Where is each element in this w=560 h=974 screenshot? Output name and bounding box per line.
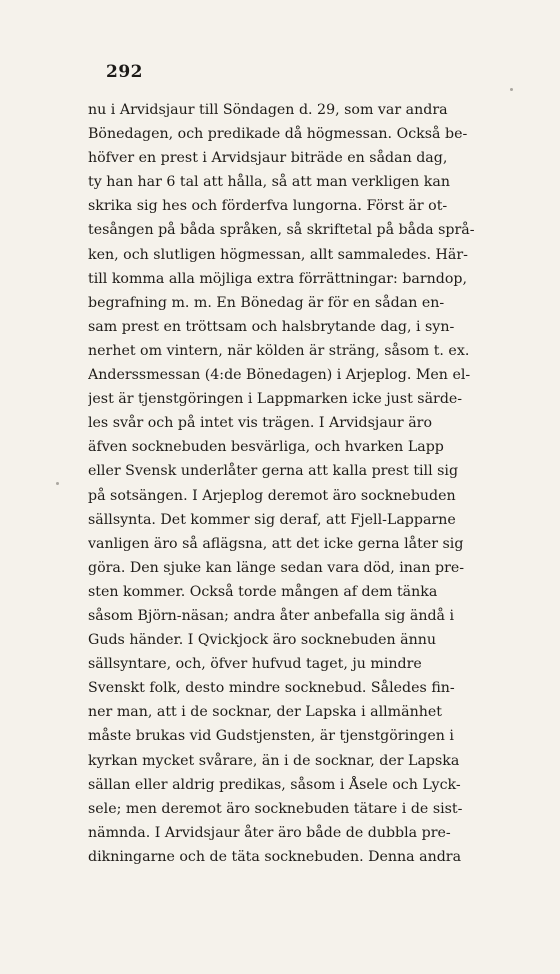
text-line: sten kommer. Också torde mången af dem tänka xyxy=(88,583,438,600)
text-line: nerhet om vintern, när kölden är sträng, såsom t. ex. xyxy=(88,342,470,359)
text-line: sällsyntare, och, öfver hufvud taget, ju mindre xyxy=(88,656,422,673)
text-line: vanligen äro så aflägsna, att det icke gerna låter sig xyxy=(88,535,464,552)
text-line: dikningarne och de täta socknebuden. Denna andra xyxy=(88,848,462,865)
page-number: 292 xyxy=(106,62,143,82)
text-line: sele; men deremot äro socknebuden tätare i de sist- xyxy=(88,800,463,817)
text-line: sällsynta. Det kommer sig deraf, att Fjell-Lapparne xyxy=(88,511,456,528)
text-line: les svår och på intet vis trägen. I Arvidsjaur äro xyxy=(88,415,432,432)
text-line: till komma alla möjliga extra förrättningar: barndop, xyxy=(88,270,468,287)
text-line: höfver en prest i Arvidsjaur biträde en sådan dag, xyxy=(88,150,448,167)
text-line: Anderssmessan (4:de Bönedagen) i Arjeplog. Men el- xyxy=(88,367,471,384)
paper-speck xyxy=(510,88,513,91)
text-line: nämnda. I Arvidsjaur åter äro både de dubbla pre- xyxy=(88,824,451,841)
text-line: Guds händer. I Qvickjock äro socknebuden ännu xyxy=(88,632,437,649)
text-line: sällan eller aldrig predikas, såsom i Åsele och Lyck- xyxy=(88,776,461,793)
text-line: nu i Arvidsjaur till Söndagen d. 29, som var andra xyxy=(88,102,448,118)
text-line: såsom Björn-näsan; andra åter anbefalla sig ändå i xyxy=(88,607,455,624)
paper-speck xyxy=(56,482,59,485)
text-line: Svenskt folk, desto mindre socknebud. Således fin- xyxy=(88,680,455,697)
body-text xyxy=(88,98,516,869)
text-line: måste brukas vid Gudstjensten, är tjenstgöringen i xyxy=(88,728,454,745)
text-line: jest är tjenstgöringen i Lappmarken icke just särde- xyxy=(88,391,463,408)
text-line: äfven socknebuden besvärliga, och hvarken Lapp xyxy=(88,439,444,456)
text-line: eller Svensk underlåter gerna att kalla prest till sig xyxy=(88,463,459,480)
text-line: ty han har 6 tal att hålla, så att man verkligen kan xyxy=(88,174,450,191)
text-line: skrika sig hes och förderfva lungorna. Först är ot- xyxy=(88,198,448,215)
text-line: Bönedagen, och predikade då högmessan. Också be- xyxy=(88,126,468,143)
text-line: kyrkan mycket svårare, än i de socknar, der Lapska xyxy=(88,752,460,769)
text-line: begrafning m. m. En Bönedag är för en sådan en- xyxy=(88,294,445,311)
text-line: göra. Den sjuke kan länge sedan vara död, inan pre- xyxy=(88,559,465,576)
text-line: på sotsängen. I Arjeplog deremot äro socknebuden xyxy=(88,487,456,504)
text-line: sam prest en tröttsam och halsbrytande dag, i syn- xyxy=(88,318,455,335)
text-line: ken, och slutligen högmessan, allt sammaledes. Här- xyxy=(88,246,468,263)
text-line: tesången på båda språken, så skriftetal på båda språ- xyxy=(88,222,475,239)
text-line: ner man, att i de socknar, der Lapska i allmänhet xyxy=(88,704,442,721)
